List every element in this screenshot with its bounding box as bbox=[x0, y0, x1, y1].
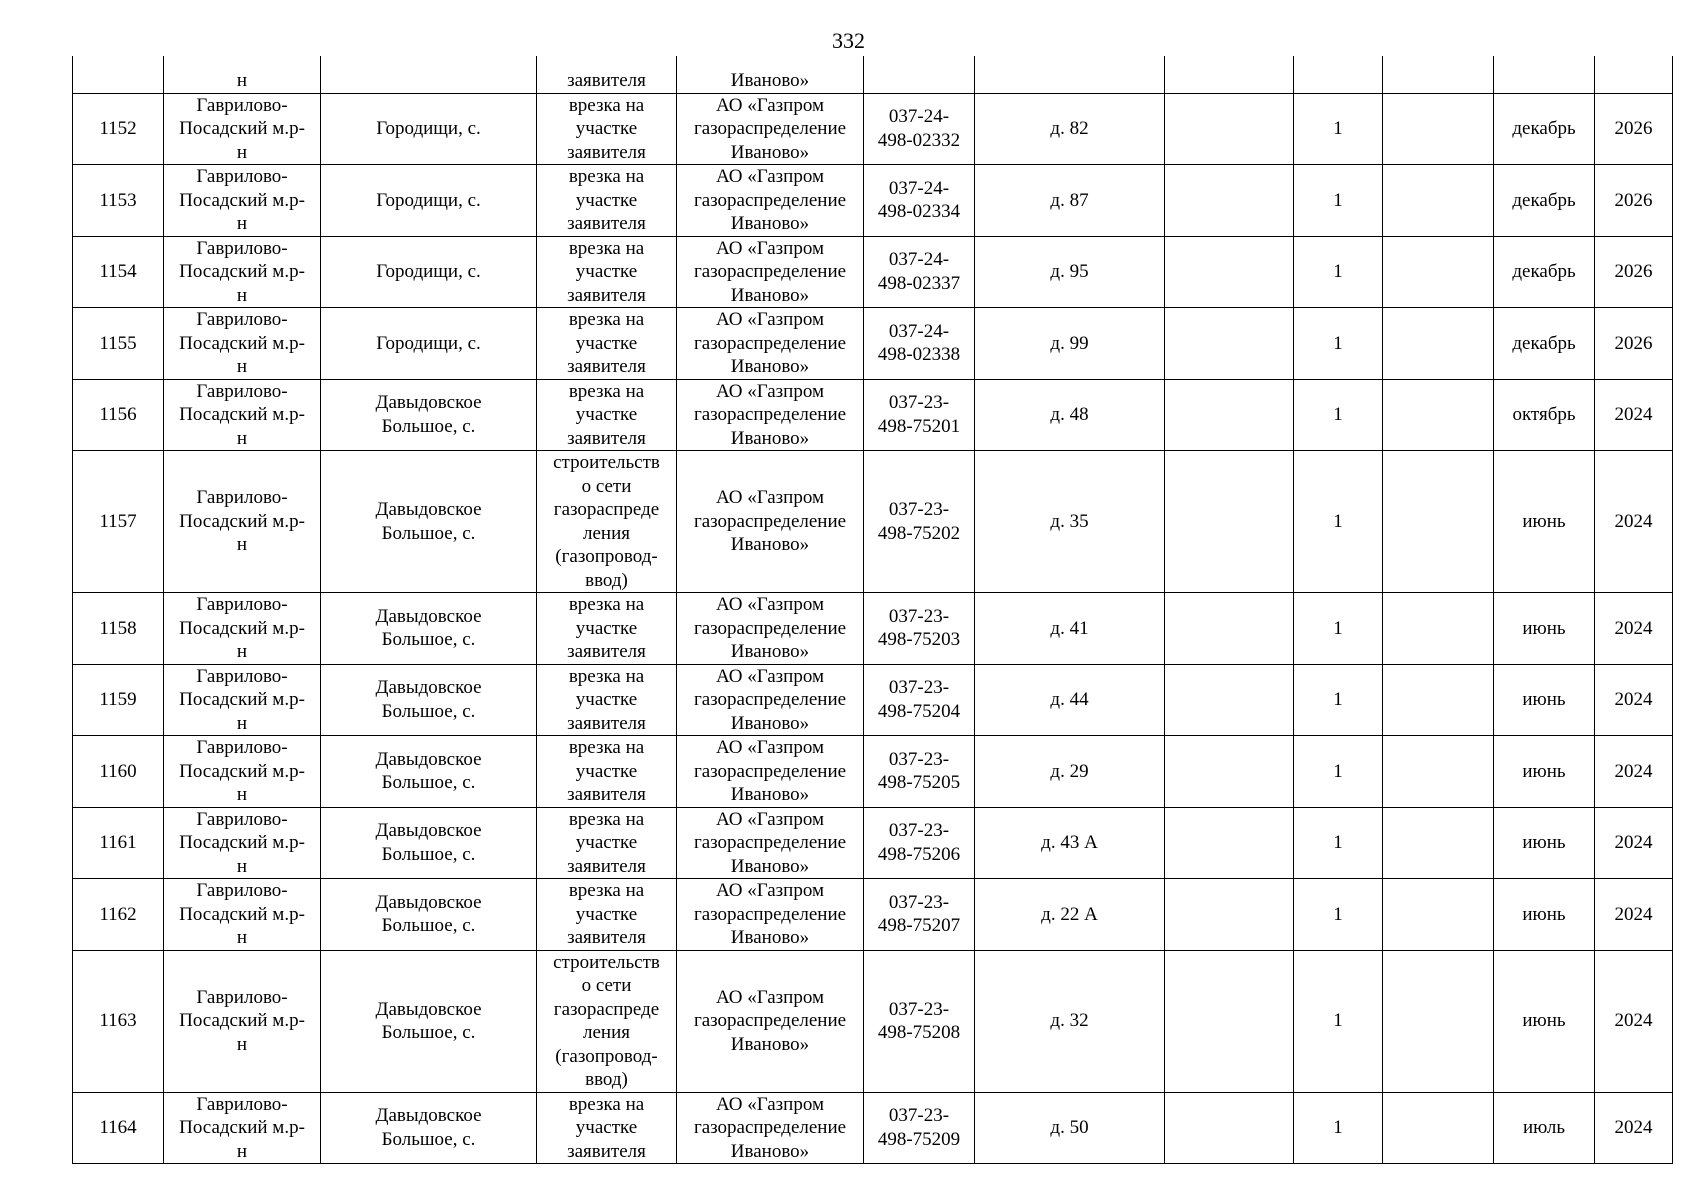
cell-num: 1161 bbox=[73, 807, 164, 879]
cell-count: 1 bbox=[1294, 879, 1383, 951]
cell-count: 1 bbox=[1294, 236, 1383, 308]
cell-num: 1154 bbox=[73, 236, 164, 308]
cell-district: Гаврилово- Посадский м.р- н bbox=[164, 451, 321, 593]
cell-cadastral: 037-23- 498-75201 bbox=[864, 379, 975, 451]
cell-col9 bbox=[1383, 593, 1494, 665]
cell-num: 1159 bbox=[73, 664, 164, 736]
cell-cadastral bbox=[864, 56, 975, 93]
cell-month: июнь bbox=[1494, 593, 1595, 665]
cell-operator: АО «Газпром газораспределение Иваново» bbox=[677, 379, 864, 451]
table-body bbox=[73, 56, 1673, 1164]
cell-month: декабрь bbox=[1494, 93, 1595, 165]
cell-col9 bbox=[1383, 56, 1494, 93]
cell-year: 2026 bbox=[1595, 236, 1673, 308]
cell-work-type: врезка на участке заявителя bbox=[537, 664, 677, 736]
cell-settlement: Давыдовское Большое, с. bbox=[321, 664, 537, 736]
cell-count bbox=[1294, 56, 1383, 93]
table-row bbox=[73, 736, 1673, 808]
cell-work-type: строительств о сети газораспреде ления (газопровод- ввод) bbox=[537, 451, 677, 593]
cell-settlement: Давыдовское Большое, с. bbox=[321, 950, 537, 1092]
cell-month: июль bbox=[1494, 1092, 1595, 1164]
cell-district: Гаврилово- Посадский м.р- н bbox=[164, 308, 321, 380]
cell-operator: АО «Газпром газораспределение Иваново» bbox=[677, 807, 864, 879]
cell-district: Гаврилово- Посадский м.р- н bbox=[164, 236, 321, 308]
cell-count: 1 bbox=[1294, 93, 1383, 165]
cell-work-type: строительств о сети газораспреде ления (газопровод- ввод) bbox=[537, 950, 677, 1092]
cell-district: Гаврилово- Посадский м.р- н bbox=[164, 736, 321, 808]
cell-operator: Иваново» bbox=[677, 56, 864, 93]
cell-district: Гаврилово- Посадский м.р- н bbox=[164, 1092, 321, 1164]
cell-month: июнь bbox=[1494, 736, 1595, 808]
cell-col7 bbox=[1165, 451, 1294, 593]
cell-year: 2024 bbox=[1595, 950, 1673, 1092]
cell-year: 2026 bbox=[1595, 93, 1673, 165]
cell-operator: АО «Газпром газораспределение Иваново» bbox=[677, 308, 864, 380]
table-row bbox=[73, 950, 1673, 1092]
cell-address: д. 29 bbox=[975, 736, 1165, 808]
cell-work-type: врезка на участке заявителя bbox=[537, 93, 677, 165]
cell-col7 bbox=[1165, 93, 1294, 165]
cell-count: 1 bbox=[1294, 308, 1383, 380]
cell-address: д. 48 bbox=[975, 379, 1165, 451]
cell-col7 bbox=[1165, 593, 1294, 665]
table-row bbox=[73, 807, 1673, 879]
cell-settlement: Давыдовское Большое, с. bbox=[321, 451, 537, 593]
cell-col7 bbox=[1165, 56, 1294, 93]
cell-num bbox=[73, 56, 164, 93]
cell-work-type: врезка на участке заявителя bbox=[537, 1092, 677, 1164]
cell-address: д. 99 bbox=[975, 308, 1165, 380]
cell-num: 1160 bbox=[73, 736, 164, 808]
cell-num: 1155 bbox=[73, 308, 164, 380]
cell-address: д. 50 bbox=[975, 1092, 1165, 1164]
cell-num: 1156 bbox=[73, 379, 164, 451]
cell-cadastral: 037-23- 498-75209 bbox=[864, 1092, 975, 1164]
cell-settlement: Давыдовское Большое, с. bbox=[321, 379, 537, 451]
cell-district: Гаврилово- Посадский м.р- н bbox=[164, 165, 321, 237]
cell-count: 1 bbox=[1294, 664, 1383, 736]
cell-operator: АО «Газпром газораспределение Иваново» bbox=[677, 165, 864, 237]
table-row bbox=[73, 1092, 1673, 1164]
cell-col7 bbox=[1165, 879, 1294, 951]
cell-col7 bbox=[1165, 664, 1294, 736]
cell-cadastral: 037-24- 498-02337 bbox=[864, 236, 975, 308]
cell-col9 bbox=[1383, 379, 1494, 451]
cell-year: 2024 bbox=[1595, 664, 1673, 736]
cell-settlement: Городищи, с. bbox=[321, 236, 537, 308]
cell-month: декабрь bbox=[1494, 236, 1595, 308]
cell-address: д. 95 bbox=[975, 236, 1165, 308]
cell-col7 bbox=[1165, 950, 1294, 1092]
cell-operator: АО «Газпром газораспределение Иваново» bbox=[677, 1092, 864, 1164]
cell-cadastral: 037-24- 498-02332 bbox=[864, 93, 975, 165]
table-row bbox=[73, 379, 1673, 451]
cell-settlement: Городищи, с. bbox=[321, 93, 537, 165]
cell-month: июнь bbox=[1494, 664, 1595, 736]
table-row bbox=[73, 879, 1673, 951]
cell-settlement: Городищи, с. bbox=[321, 165, 537, 237]
cell-work-type: врезка на участке заявителя bbox=[537, 379, 677, 451]
cell-col9 bbox=[1383, 93, 1494, 165]
cell-count: 1 bbox=[1294, 379, 1383, 451]
cell-num: 1152 bbox=[73, 93, 164, 165]
cell-cadastral: 037-23- 498-75203 bbox=[864, 593, 975, 665]
cell-year: 2024 bbox=[1595, 736, 1673, 808]
cell-num: 1163 bbox=[73, 950, 164, 1092]
table-row bbox=[73, 236, 1673, 308]
cell-cadastral: 037-23- 498-75205 bbox=[864, 736, 975, 808]
cell-district: Гаврилово- Посадский м.р- н bbox=[164, 950, 321, 1092]
cell-operator: АО «Газпром газораспределение Иваново» bbox=[677, 736, 864, 808]
cell-col7 bbox=[1165, 165, 1294, 237]
cell-count: 1 bbox=[1294, 593, 1383, 665]
cell-month: июнь bbox=[1494, 950, 1595, 1092]
cell-settlement: Давыдовское Большое, с. bbox=[321, 736, 537, 808]
cell-work-type: врезка на участке заявителя bbox=[537, 308, 677, 380]
cell-address: д. 32 bbox=[975, 950, 1165, 1092]
cell-district: Гаврилово- Посадский м.р- н bbox=[164, 93, 321, 165]
cell-num: 1153 bbox=[73, 165, 164, 237]
table-row-continued bbox=[73, 56, 1673, 93]
cell-district: Гаврилово- Посадский м.р- н bbox=[164, 379, 321, 451]
cell-col7 bbox=[1165, 807, 1294, 879]
cell-col9 bbox=[1383, 308, 1494, 380]
cell-settlement: Давыдовское Большое, с. bbox=[321, 807, 537, 879]
cell-col9 bbox=[1383, 451, 1494, 593]
cell-year: 2024 bbox=[1595, 593, 1673, 665]
page-number: 332 bbox=[832, 28, 865, 53]
cell-count: 1 bbox=[1294, 1092, 1383, 1164]
cell-address: д. 82 bbox=[975, 93, 1165, 165]
cell-num: 1162 bbox=[73, 879, 164, 951]
cell-col9 bbox=[1383, 879, 1494, 951]
cell-count: 1 bbox=[1294, 451, 1383, 593]
cell-work-type: врезка на участке заявителя bbox=[537, 736, 677, 808]
cell-year: 2024 bbox=[1595, 807, 1673, 879]
cell-col9 bbox=[1383, 950, 1494, 1092]
cell-settlement bbox=[321, 56, 537, 93]
cell-operator: АО «Газпром газораспределение Иваново» bbox=[677, 664, 864, 736]
cell-operator: АО «Газпром газораспределение Иваново» bbox=[677, 93, 864, 165]
cell-month: декабрь bbox=[1494, 308, 1595, 380]
cell-month: октябрь bbox=[1494, 379, 1595, 451]
cell-address: д. 43 А bbox=[975, 807, 1165, 879]
table-row bbox=[73, 308, 1673, 380]
cell-year bbox=[1595, 56, 1673, 93]
cell-settlement: Давыдовское Большое, с. bbox=[321, 593, 537, 665]
cell-month bbox=[1494, 56, 1595, 93]
cell-district: н bbox=[164, 56, 321, 93]
cell-cadastral: 037-23- 498-75202 bbox=[864, 451, 975, 593]
cell-operator: АО «Газпром газораспределение Иваново» bbox=[677, 593, 864, 665]
cell-count: 1 bbox=[1294, 807, 1383, 879]
cell-work-type: заявителя bbox=[537, 56, 677, 93]
cell-operator: АО «Газпром газораспределение Иваново» bbox=[677, 236, 864, 308]
cell-operator: АО «Газпром газораспределение Иваново» bbox=[677, 879, 864, 951]
cell-year: 2024 bbox=[1595, 1092, 1673, 1164]
cell-num: 1157 bbox=[73, 451, 164, 593]
cell-district: Гаврилово- Посадский м.р- н bbox=[164, 664, 321, 736]
cell-cadastral: 037-24- 498-02334 bbox=[864, 165, 975, 237]
cell-address: д. 22 А bbox=[975, 879, 1165, 951]
cell-col9 bbox=[1383, 236, 1494, 308]
table-row bbox=[73, 593, 1673, 665]
cell-col9 bbox=[1383, 736, 1494, 808]
cell-work-type: врезка на участке заявителя bbox=[537, 593, 677, 665]
table-row bbox=[73, 165, 1673, 237]
cell-col7 bbox=[1165, 236, 1294, 308]
cell-col7 bbox=[1165, 1092, 1294, 1164]
cell-count: 1 bbox=[1294, 950, 1383, 1092]
cell-cadastral: 037-23- 498-75208 bbox=[864, 950, 975, 1092]
cell-cadastral: 037-23- 498-75207 bbox=[864, 879, 975, 951]
cell-year: 2024 bbox=[1595, 379, 1673, 451]
table-row bbox=[73, 664, 1673, 736]
cell-address: д. 35 bbox=[975, 451, 1165, 593]
cell-address: д. 44 bbox=[975, 664, 1165, 736]
cell-col9 bbox=[1383, 165, 1494, 237]
cell-count: 1 bbox=[1294, 736, 1383, 808]
cell-col7 bbox=[1165, 379, 1294, 451]
cell-year: 2024 bbox=[1595, 879, 1673, 951]
cell-district: Гаврилово- Посадский м.р- н bbox=[164, 807, 321, 879]
cell-district: Гаврилово- Посадский м.р- н bbox=[164, 593, 321, 665]
cell-district: Гаврилово- Посадский м.р- н bbox=[164, 879, 321, 951]
cell-work-type: врезка на участке заявителя bbox=[537, 165, 677, 237]
cell-operator: АО «Газпром газораспределение Иваново» bbox=[677, 950, 864, 1092]
cell-operator: АО «Газпром газораспределение Иваново» bbox=[677, 451, 864, 593]
cell-address: д. 41 bbox=[975, 593, 1165, 665]
cell-month: июнь bbox=[1494, 807, 1595, 879]
cell-cadastral: 037-24- 498-02338 bbox=[864, 308, 975, 380]
cell-col9 bbox=[1383, 1092, 1494, 1164]
cell-month: июнь bbox=[1494, 879, 1595, 951]
table-row bbox=[73, 93, 1673, 165]
gas-connection-table bbox=[72, 56, 1673, 1164]
cell-count: 1 bbox=[1294, 165, 1383, 237]
cell-work-type: врезка на участке заявителя bbox=[537, 236, 677, 308]
cell-address: д. 87 bbox=[975, 165, 1165, 237]
cell-work-type: врезка на участке заявителя bbox=[537, 807, 677, 879]
table-row bbox=[73, 451, 1673, 593]
cell-settlement: Давыдовское Большое, с. bbox=[321, 1092, 537, 1164]
cell-year: 2026 bbox=[1595, 308, 1673, 380]
cell-address bbox=[975, 56, 1165, 93]
cell-year: 2024 bbox=[1595, 451, 1673, 593]
cell-num: 1158 bbox=[73, 593, 164, 665]
cell-month: июнь bbox=[1494, 451, 1595, 593]
cell-num: 1164 bbox=[73, 1092, 164, 1164]
cell-month: декабрь bbox=[1494, 165, 1595, 237]
cell-settlement: Давыдовское Большое, с. bbox=[321, 879, 537, 951]
cell-col7 bbox=[1165, 736, 1294, 808]
cell-col7 bbox=[1165, 308, 1294, 380]
cell-work-type: врезка на участке заявителя bbox=[537, 879, 677, 951]
cell-cadastral: 037-23- 498-75206 bbox=[864, 807, 975, 879]
cell-col9 bbox=[1383, 664, 1494, 736]
cell-year: 2026 bbox=[1595, 165, 1673, 237]
cell-cadastral: 037-23- 498-75204 bbox=[864, 664, 975, 736]
cell-col9 bbox=[1383, 807, 1494, 879]
cell-settlement: Городищи, с. bbox=[321, 308, 537, 380]
